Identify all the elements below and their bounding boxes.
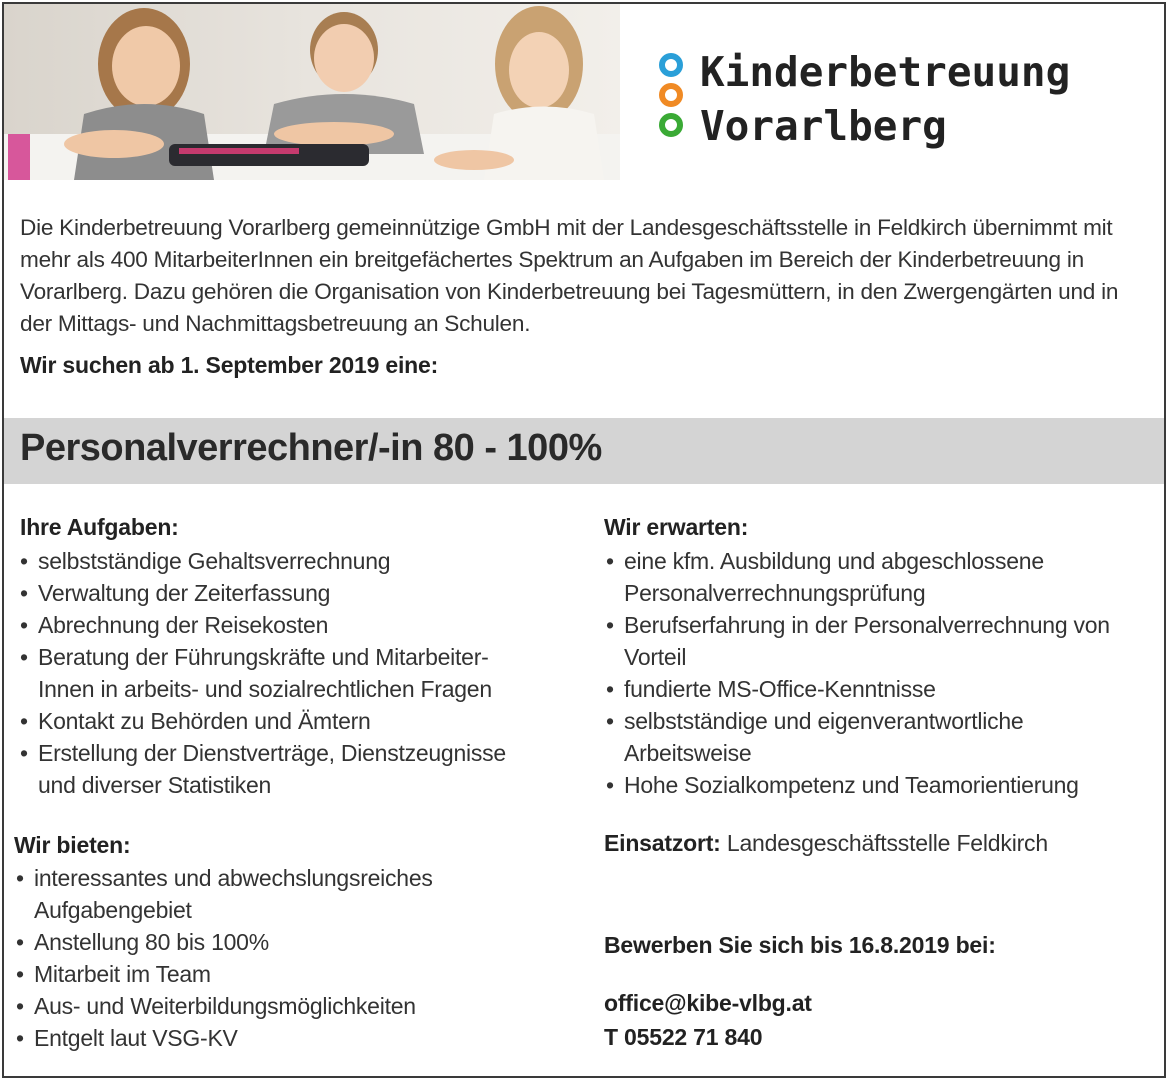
job-title: Personalverrechner/-in 80 - 100% [20,427,602,469]
bieten-list [16,862,486,1054]
contact-email[interactable]: office@kibe-vlbg.at [604,990,812,1016]
list-item: • Beratung der Führungskräfte und Mitarbeiter-Innen in arbeits- und sozialrechtlichen Fragen [20,641,520,705]
list-item: • fundierte MS-Office-Kenntnisse [606,673,1126,705]
list-item: • Abrechnung der Reisekosten [20,609,520,641]
green-dot-icon [658,112,684,138]
list-item: • eine kfm. Ausbildung und abgeschlossene Personalverrechnungsprüfung [606,545,1126,609]
erwarten-heading: Wir erwarten: [604,514,749,540]
logo-line-1: Kinderbetreuung [700,48,1071,96]
logo-line-2: Vorarlberg [700,102,947,150]
list-item: • Entgelt laut VSG-KV [16,1022,486,1054]
title-band [4,418,1164,484]
apply-deadline: Bewerben Sie sich bis 16.8.2019 bei: [604,932,996,958]
aufgaben-list [20,545,520,801]
einsatzort [604,830,1048,857]
list-item: • Anstellung 80 bis 100% [16,926,486,958]
erwarten-list [606,545,1126,801]
list-item: • interessantes und abwechslungsreiches Aufgabengebiet [16,862,486,926]
list-item: • selbstständige Gehaltsverrechnung [20,545,520,577]
contact-block [604,986,812,1054]
children-drawing-photo [4,4,620,180]
list-item: • Mitarbeit im Team [16,958,486,990]
list-item: • Berufserfahrung in der Personalverrechnung von Vorteil [606,609,1126,673]
list-item: • Aus- und Weiterbildungsmöglichkeiten [16,990,486,1022]
list-item: • Kontakt zu Behörden und Ämtern [20,705,520,737]
einsatzort-label: Einsatzort: [604,830,721,856]
intro-text: Die Kinderbetreuung Vorarlberg gemeinnützige GmbH mit der Landesgeschäftsstelle in Feldkirch übernimmt mit mehr als 400 MitarbeiterInnen ein breitgefächertes Spektrum an Aufgaben im Bereich der Kinderbetreuung in Vorarlberg. Dazu gehören die Organisation von Kinderbetreuung bei Tagesmüttern, in den Zwergengärten und in der Mittags- und Nachmittagsbetreuung an Schulen. [20,215,1119,336]
list-item: • selbstständige und eigenverantwortliche Arbeitsweise [606,705,1126,769]
aufgaben-heading: Ihre Aufgaben: [20,514,179,540]
einsatzort-value: Landesgeschäftsstelle Feldkirch [726,830,1048,856]
list-item: • Verwaltung der Zeiterfassung [20,577,520,609]
contact-phone[interactable]: T 05522 71 840 [604,1024,763,1050]
search-announcement: Wir suchen ab 1. September 2019 eine: [20,352,439,378]
orange-dot-icon [658,82,684,108]
list-item: • Erstellung der Dienstverträge, Dienstzeugnisse und diverser Statistiken [20,737,520,801]
bieten-heading: Wir bieten: [14,832,131,858]
logo [656,46,1146,158]
blue-dot-icon [658,52,684,78]
list-item: • Hohe Sozialkompetenz und Teamorientierung [606,769,1126,801]
